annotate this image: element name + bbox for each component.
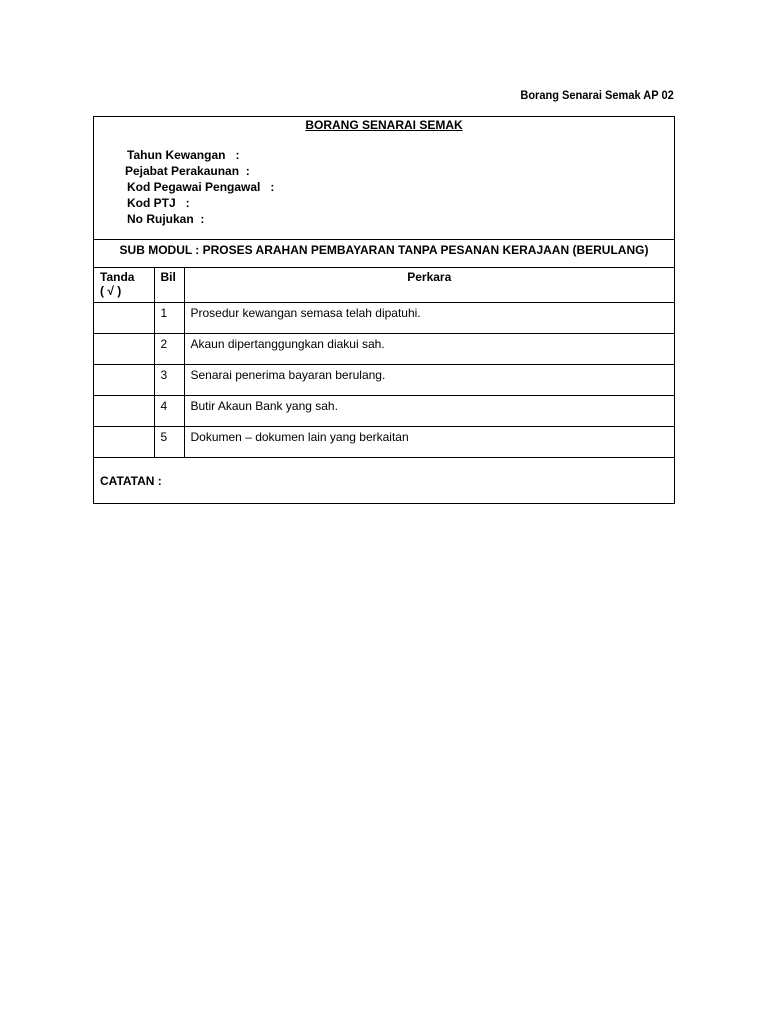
field-no-rujukan: No Rujukan :: [127, 212, 205, 226]
table-row: [94, 364, 674, 395]
perkara-cell: Prosedur kewangan semasa telah dipatuhi.: [184, 302, 674, 333]
table-row: [94, 426, 674, 457]
field-kod-pegawai-pengawal: Kod Pegawai Pengawal :: [127, 180, 275, 194]
bil-cell: 2: [154, 333, 184, 364]
tanda-checkbox-cell[interactable]: [94, 302, 154, 333]
header-perkara: Perkara: [184, 268, 674, 302]
checklist-form: [93, 116, 675, 504]
tanda-checkbox-cell[interactable]: [94, 364, 154, 395]
form-header: [94, 117, 674, 240]
tanda-checkbox-cell[interactable]: [94, 426, 154, 457]
bil-cell: 1: [154, 302, 184, 333]
table-row: [94, 302, 674, 333]
document-reference: Borang Senarai Semak AP 02: [520, 88, 674, 102]
header-bil: Bil: [154, 268, 184, 302]
header-tanda-label: Tanda: [100, 270, 135, 284]
field-pejabat-perakaunan: Pejabat Perakaunan :: [125, 164, 250, 178]
tanda-checkbox-cell[interactable]: [94, 395, 154, 426]
form-title: BORANG SENARAI SEMAK: [305, 118, 463, 132]
header-tanda-mark: ( √ ): [100, 284, 122, 298]
sub-modul-heading: SUB MODUL : PROSES ARAHAN PEMBAYARAN TANPA PESANAN KERAJAAN (BERULANG): [94, 240, 674, 268]
bil-cell: 3: [154, 364, 184, 395]
perkara-cell: Butir Akaun Bank yang sah.: [184, 395, 674, 426]
header-tanda: [94, 268, 154, 302]
checklist-table: [94, 268, 674, 458]
perkara-cell: Senarai penerima bayaran berulang.: [184, 364, 674, 395]
bil-cell: 4: [154, 395, 184, 426]
bil-cell: 5: [154, 426, 184, 457]
field-tahun-kewangan: Tahun Kewangan :: [127, 148, 240, 162]
tanda-checkbox-cell[interactable]: [94, 333, 154, 364]
field-kod-ptj: Kod PTJ :: [127, 196, 190, 210]
perkara-cell: Akaun dipertanggungkan diakui sah.: [184, 333, 674, 364]
catatan-section: CATATAN :: [100, 473, 162, 488]
perkara-cell: Dokumen – dokumen lain yang berkaitan: [184, 426, 674, 457]
table-header-row: [94, 268, 674, 302]
table-row: [94, 395, 674, 426]
table-row: [94, 333, 674, 364]
